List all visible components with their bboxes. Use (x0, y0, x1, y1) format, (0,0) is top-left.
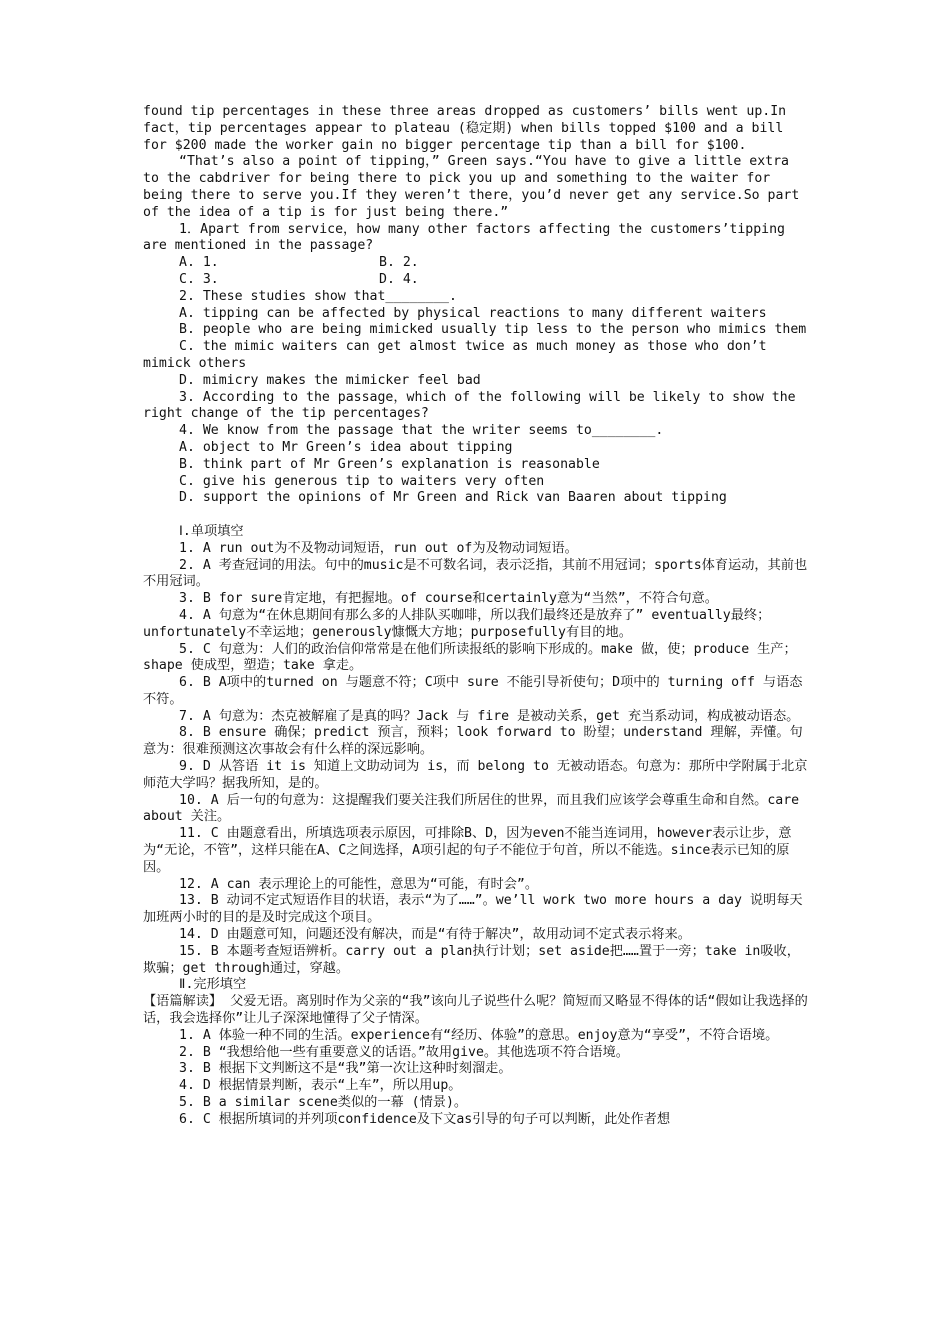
question-1-option-d: D. 4. (379, 271, 419, 287)
passage-paragraph-2: “That’s also a point of tipping，” Green says.“You have to give a little extra to the cabdriver for being there to pick you up and something to the waiter for being there to serve you.If they weren’t there，you’d never get any service.So part of the idea of a tip is for just being there.” (143, 154, 800, 220)
answer-item: 6. C 根据所填词的并列项confidence及下文as引导的句子可以判断，此处作者想 (179, 1111, 671, 1127)
question-1-options-row-2 (143, 272, 808, 289)
answer-item: 14. D 由题意可知，问题还没有解决，而是“有待于解决”，故用动词不定式表示将来。 (179, 927, 691, 943)
answer-item: 11. C 由题意看出，所填选项表示原因，可排除B、D，因为even不能当连词用，however表示让步，意为“无论，不管”，这样只能在A、C之间选择，A项引起的句子不能位于句首，所以不能选。since表示已知的原因。 (143, 826, 792, 875)
question-2-stem: 2. These studies show that________. (179, 288, 457, 304)
answer-item: 12. A can 表示理论上的可能性，意思为“可能，有时会”。 (179, 876, 539, 892)
spacer (143, 507, 808, 524)
section-1-answers (143, 541, 808, 978)
answer-item: 8. B ensure 确保；predict 预言，预料；look forward to 盼望；understand 理解，弄懂。句意为：很难预测这次事故会有什么样的深远影响。 (143, 725, 803, 758)
question-4-option-d: D. support the opinions of Mr Green and Rick van Baaren about tipping (179, 490, 727, 506)
answer-item: 5. B a similar scene类似的一幕 (情景)。 (179, 1095, 468, 1111)
question-2-option-c: C. the mimic waiters can get almost twice as much money as those who don’t mimick others (143, 339, 767, 371)
answer-item: 3. B 根据下文判断这不是“我”第一次让这种时刻溜走。 (179, 1061, 512, 1077)
answer-item: 4. A 句意为“在休息期间有那么多的人排队买咖啡，所以我们最终还是放弃了” eventually最终；unfortunately不幸运地；generously慷慨大方地；purposefully有目的地。 (143, 607, 771, 640)
question-1-option-c: C. 3. (179, 271, 219, 287)
question-2-option-a: A. tipping can be affected by physical reactions to many different waiters (179, 305, 767, 321)
question-4-option-a: A. object to Mr Green’s idea about tipping (179, 439, 513, 455)
document-page (143, 104, 808, 1129)
answer-item: 9. D 从答语 it is 知道上文助动词为 is，而 belong to 无被动语态。句意为：那所中学附属于北京师范大学吗？据我所知，是的。 (143, 759, 808, 791)
answer-item: 3. B for sure肯定地，有把握地。of course和certainly意为“当然”，不符合句意。 (179, 591, 718, 607)
answer-item: 1. A run out为不及物动词短语，run out of为及物动词短语。 (179, 540, 578, 556)
question-4-stem: 4. We know from the passage that the writer seems to________. (179, 423, 664, 439)
question-3-stem: 3. According to the passage，which of the following will be likely to show the right change of the tip percentages? (143, 389, 796, 422)
question-4-option-b: B. think part of Mr Green’s explanation is reasonable (179, 456, 600, 472)
answer-item: 6. B A项中的turned on 与题意不符；C项中 sure 不能引导祈使句；D项中的 turning off 与语态不符。 (143, 675, 803, 707)
answer-item: 4. D 根据情景判断，表示“上车”，所以用up。 (179, 1078, 462, 1094)
question-1-stem: 1．Apart from service，how many other factors affecting the customers’tipping are mentioned in the passage? (143, 221, 785, 254)
answer-item: 10. A 后一句的句意为：这提醒我们要关注我们所居住的世界，而且我们应该学会尊重生命和自然。care about 关注。 (143, 792, 800, 825)
question-1-options-row-1 (143, 255, 808, 272)
question-2-option-d: D. mimicry makes the mimicker feel bad (179, 372, 481, 388)
question-2-option-b: B. people who are being mimicked usually tip less to the person who mimics them (179, 322, 807, 338)
section-2-intro: 【语篇解读】 父爱无语。离别时作为父亲的“我”该向儿子说些什么呢？简短而又略显不得体的话“假如让我选择的话，我会选择你”让儿子深深地懂得了父子情深。 (143, 994, 808, 1027)
answer-item: 2. A 考查冠词的用法。句中的music是不可数名词，表示泛指，其前不用冠词；sports体育运动，其前也不用冠词。 (143, 557, 808, 590)
answer-item: 2. B “我想给他一些有重要意义的话语。”故用give。其他选项不符合语境。 (179, 1044, 629, 1060)
question-1-option-a: A. 1. (179, 255, 219, 271)
answer-item: 7. A 句意为：杰克被解雇了是真的吗？Jack 与 fire 是被动关系，get 充当系动词，构成被动语态。 (179, 708, 800, 724)
answer-item: 15. B 本题考查短语辨析。carry out a plan执行计划；set aside把……置于一旁；take in吸收，欺骗；get through通过，穿越。 (143, 943, 800, 976)
question-4-option-c: C. give his generous tip to waiters very often (179, 473, 545, 489)
section-2-answers (143, 1028, 808, 1129)
section-2-title: Ⅱ.完形填空 (179, 977, 247, 993)
answer-item: 13. B 动词不定式短语作目的状语，表示“为了……”。we’ll work two more hours a day 说明每天加班两小时的目的是及时完成这个项目。 (143, 893, 803, 926)
section-1-title: Ⅰ.单项填空 (179, 523, 244, 539)
answer-item: 1. A 体验一种不同的生活。experience有“经历、体验”的意思。enjoy意为“享受”，不符合语境。 (179, 1027, 779, 1043)
answer-item: 5. C 句意为：人们的政治信仰常常是在他们所读报纸的影响下形成的。make 做，使；produce 生产；shape 使成型，塑造；take 拿走。 (143, 641, 797, 674)
passage-paragraph-1: found tip percentages in these three areas dropped as customers’ bills went up.In fact，tip percentages appear to plateau (稳定期) when bills topped $100 and a bill for $200 made the worker gain no bigger percentage tip than a bill for $100. (143, 104, 787, 153)
question-1-option-b: B. 2. (379, 255, 419, 271)
